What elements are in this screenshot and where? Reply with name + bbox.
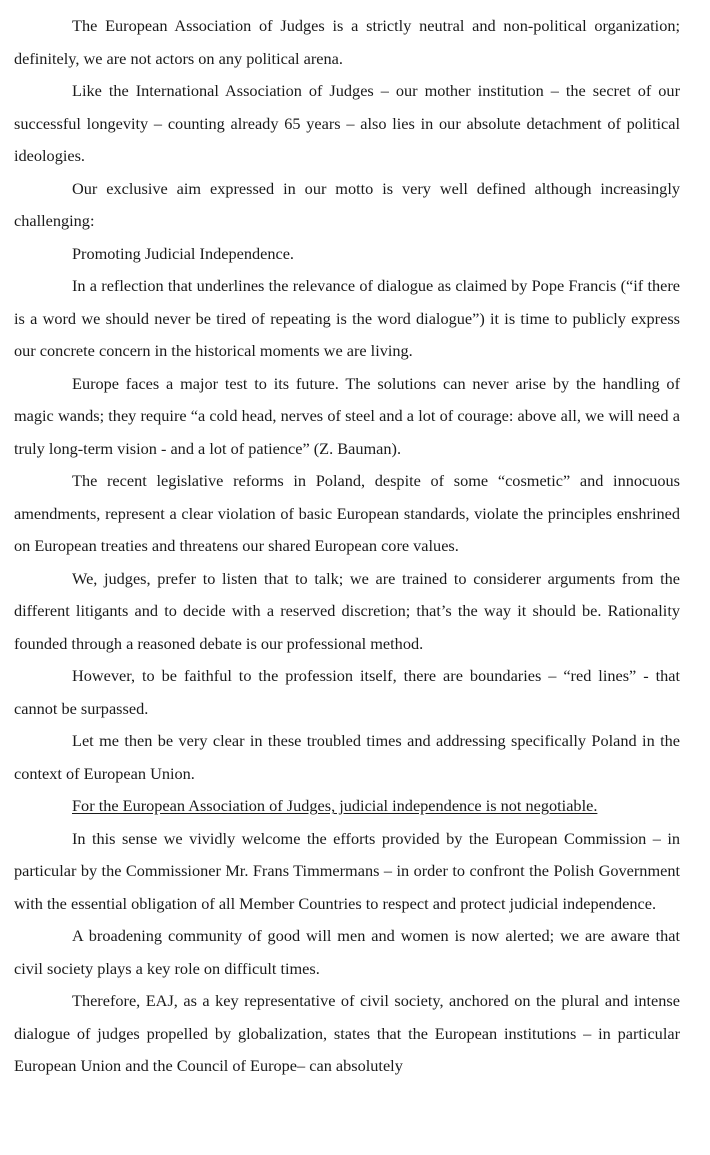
paragraph-dialogue: In a reflection that underlines the relevance of dialogue as claimed by Pope Francis (“if there is a word we should never be tired of repeating is the word dialogue”) it is time to publicly express our concrete concern in the historical moments we are living. [14,276,680,360]
paragraph-commission: In this sense we vividly welcome the efforts provided by the European Commission – in particular by the Commissioner Mr. Frans Timmermans – in order to confront the Polish Government with the essential obligation of all Member Countries to respect and protect judicial independence. [14,828,680,913]
paragraph-motto: Promoting Judicial Independence. [72,243,294,263]
paragraph-longevity: Like the International Association of Judges – our mother institution – the secret of our successful longevity – counting already 65 years – also lies in our absolute detachment of political ideologies. [14,81,680,165]
paragraph-not-negotiable: For the European Association of Judges, judicial independence is not negotiable. [72,796,598,815]
paragraph-europe-test: Europe faces a major test to its future. The solutions can never arise by the handling of magic wands; they require “a cold head, nerves of steel and a lot of courage: above all, we will need a truly long-term vision - and a lot of patience” (Z. Bauman). [14,373,680,458]
paragraph-aim: Our exclusive aim expressed in our motto is very well defined although increasingly challenging: [14,178,680,230]
paragraph-eaj-statement: Therefore, EAJ, as a key representative of civil society, anchored on the plural and intense dialogue of judges propelled by globalization, states that the European institutions – in particular European Union and the Council of Europe– can absolutely [14,991,680,1075]
paragraph-judges-method: We, judges, prefer to listen that to talk; we are trained to considerer arguments from the different litigants and to decide with a reserved discretion; that’s the way it should be. Rationality founded through a reasoned debate is our professional method. [14,568,680,653]
paragraph-red-lines: However, to be faithful to the profession itself, there are boundaries – “red lines” - that cannot be surpassed. [14,666,680,718]
paragraph-clear-statement: Let me then be very clear in these troubled times and addressing specifically Poland in the context of European Union. [14,731,680,783]
document-page [14,10,680,1083]
paragraph-poland-reforms: The recent legislative reforms in Poland, despite of some “cosmetic” and innocuous amendments, represent a clear violation of basic European standards, violate the principles enshrined on European treaties and threatens our shared European core values. [14,471,680,555]
paragraph-civil-society: A broadening community of good will men and women is now alerted; we are aware that civil society plays a key role on difficult times. [14,926,680,978]
paragraph-neutrality: The European Association of Judges is a strictly neutral and non-political organization; definitely, we are not actors on any political arena. [14,16,680,68]
